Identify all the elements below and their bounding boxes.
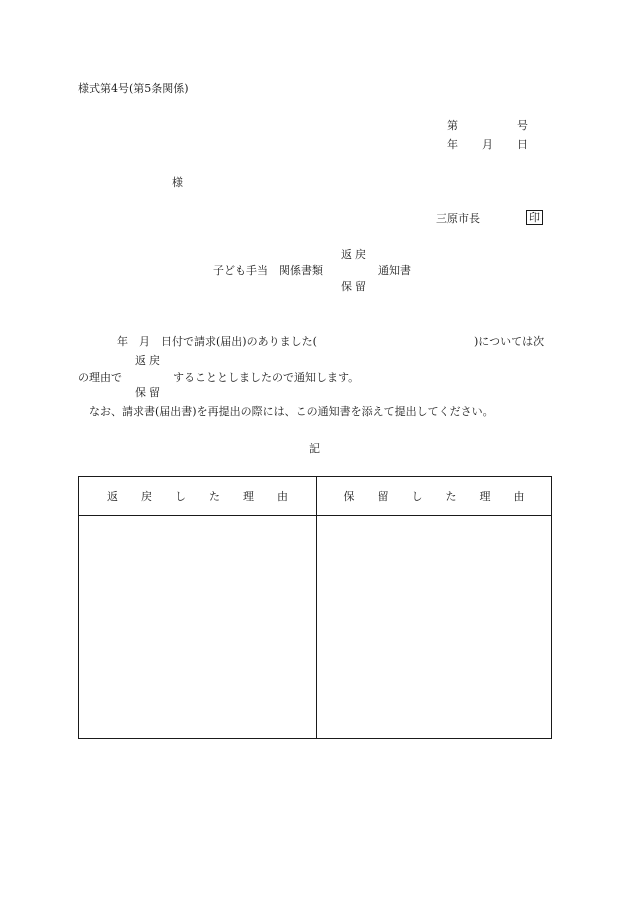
date-year: 年	[447, 138, 458, 151]
doc-number-go: 号	[517, 119, 528, 132]
body-line1-end: )については次	[474, 335, 545, 348]
date-month: 月	[482, 138, 493, 151]
title-option-horyu: 保留	[341, 280, 369, 293]
title-suffix: 通知書	[378, 264, 411, 277]
doc-number-dai: 第	[447, 119, 458, 132]
date-day: 日	[517, 138, 528, 151]
body-line1-date: 年 月 日付で請求(届出)のありました(	[117, 335, 317, 348]
ki-heading: 記	[309, 442, 320, 455]
header-horyu-reason: 保留した理由	[317, 477, 552, 516]
seal-mark: 印	[526, 210, 543, 225]
body-line2-prefix: の理由で	[78, 371, 122, 384]
body-line2-rest: することとしましたので通知します。	[173, 371, 360, 384]
body-line3: なお、請求書(届出書)を再提出の際には、この通知書を添えて提出してください。	[89, 405, 494, 418]
horyu-reason-cell[interactable]	[317, 516, 552, 739]
form-label: 様式第4号(第5条関係)	[78, 82, 189, 95]
henrei-reason-cell[interactable]	[79, 516, 317, 739]
title-subject: 子ども手当 関係書類	[213, 264, 323, 277]
body-option-henrei: 返戻	[135, 354, 163, 367]
title-option-henrei: 返戻	[341, 248, 369, 261]
issuer-title: 三原市長	[436, 212, 480, 225]
addressee-suffix: 様	[172, 176, 183, 189]
header-henrei-reason: 返戻した理由	[79, 477, 317, 516]
body-option-horyu: 保留	[135, 386, 163, 399]
reasons-table	[78, 476, 552, 739]
